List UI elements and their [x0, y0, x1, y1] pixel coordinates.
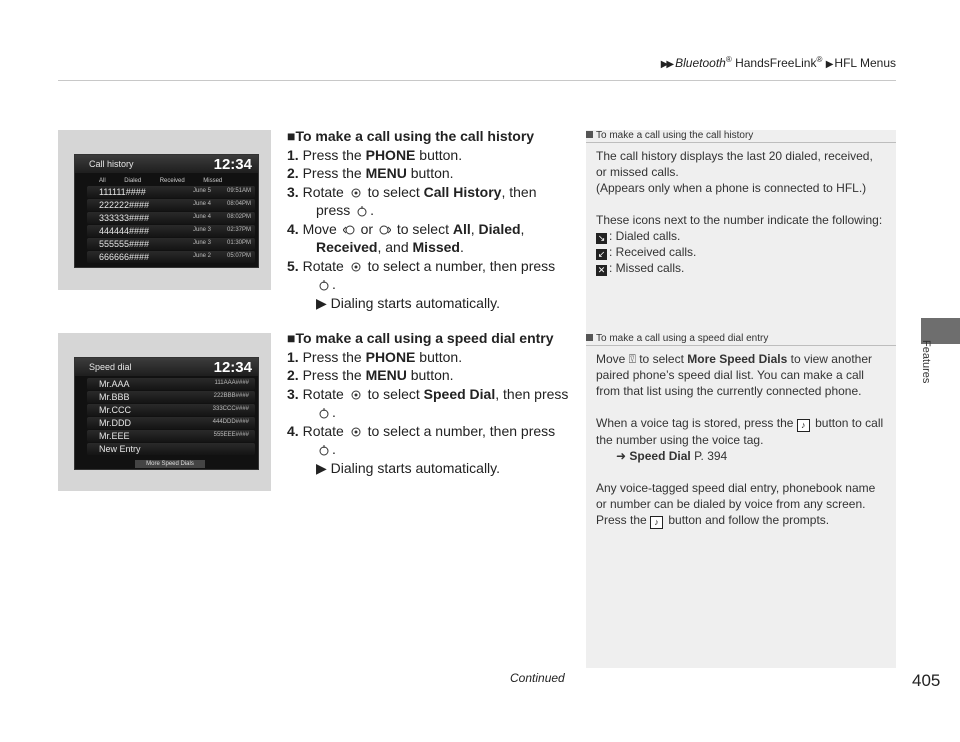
speed-dial-row[interactable]: New Entry: [87, 443, 255, 455]
tab-received[interactable]: Received: [159, 178, 185, 184]
tab-dialed[interactable]: Dialed: [124, 178, 142, 184]
talk-button-icon: ♪: [797, 419, 810, 432]
step-3: 3. Rotate to select Speed Dial, then press: [287, 385, 569, 402]
cross-reference[interactable]: ➜ Speed Dial P. 394: [616, 449, 728, 463]
call-row[interactable]: 555555#### June 3 01:30PM: [87, 238, 255, 250]
step-4: 4. Rotate to select a number, then press: [287, 422, 556, 439]
section-heading: ■To make a call using the call history: [287, 128, 535, 144]
breadcrumb-item-hfl-menus: HFL Menus: [834, 56, 896, 70]
header-rule: [58, 80, 896, 81]
knob-left-icon: [343, 224, 355, 236]
call-row[interactable]: 111111#### June 5 09:51AM: [87, 186, 255, 198]
press-knob-icon: [318, 279, 330, 291]
call-history-tabs: [99, 174, 246, 184]
call-row[interactable]: 444444#### June 3 02:37PM: [87, 225, 255, 237]
step-5: 5. Rotate to select a number, then press: [287, 257, 556, 274]
call-row[interactable]: 333333#### June 4 08:02PM: [87, 212, 255, 224]
speed-dial-row[interactable]: Mr.BBB 222BBB####: [87, 391, 255, 403]
note-speed-dial: To make a call using a speed dial entry Move ⍔ to select More Speed Dials to view another paired phone’s speed dial list. You can make a call from that list using the currently connected phone. When a voice tag is stored, press the ♪ button to call the number using the voice tag. ➜ Speed Dial P. 394 Any voice-tagged speed dial entry, phonebook name or number can be dialed by voice from any screen. Press the ♪ button and follow the prompts.: [586, 333, 896, 529]
breadcrumb-arrow-icon: ▶▶: [660, 59, 673, 70]
knob-right-icon: [379, 224, 391, 236]
press-knob-icon: [356, 205, 368, 217]
note-marker-icon: [586, 334, 593, 341]
result-arrow-icon: ▶: [316, 459, 331, 476]
note-marker-icon: [586, 131, 593, 138]
breadcrumb-item-bluetooth: Bluetooth: [675, 56, 726, 70]
breadcrumb: ▶▶ Bluetooth® HandsFreeLink® ▶ HFL Menus: [660, 55, 896, 70]
section-tab-label: Features: [920, 340, 932, 384]
reference-arrow-icon: ➜: [616, 449, 630, 463]
knob-down-icon: ⍔: [628, 352, 636, 366]
note-title: To make a call using the call history: [586, 130, 896, 143]
selector-knob-icon: [350, 389, 362, 401]
speed-dial-row[interactable]: Mr.AAA 111AAA####: [87, 378, 255, 390]
speed-dial-row[interactable]: Mr.DDD 444DDD####: [87, 417, 255, 429]
step-2: 2. Press the MENU button.: [287, 165, 454, 181]
selector-knob-icon: [350, 187, 362, 199]
step-result: ▶ Dialing starts automatically.: [316, 294, 501, 311]
breadcrumb-item-hfl: HandsFreeLink: [731, 56, 817, 70]
selector-knob-icon: [350, 261, 362, 273]
tab-missed[interactable]: Missed: [203, 178, 223, 184]
dialed-call-icon: ↘: [597, 233, 606, 243]
missed-call-icon: ✕: [597, 265, 606, 275]
speed-dial-screen: [74, 357, 259, 470]
screen-clock: 12:34: [213, 359, 252, 376]
step-1: 1. Press the PHONE button.: [287, 348, 463, 365]
call-row[interactable]: 666666#### June 2 05:07PM: [87, 251, 255, 263]
breadcrumb-arrow-icon: ▶: [825, 59, 832, 70]
press-knob-icon: [318, 444, 330, 456]
result-arrow-icon: ▶: [316, 294, 331, 311]
speed-dial-screenshot: [58, 333, 271, 491]
call-row[interactable]: 222222#### June 4 08:04PM: [87, 199, 255, 211]
note-call-history: To make a call using the call history The call history displays the last 20 dialed, received, or missed calls. (Appears only when a phone is connected to HFL.) These icons next to the number indicate the following: ↘ : Dialed calls. ↙ : Received calls. ✕ : Missed calls.: [586, 130, 896, 276]
talk-button-icon: ♪: [650, 516, 663, 529]
more-speed-dials-button[interactable]: More Speed Dials: [135, 460, 205, 468]
call-history-screenshot: [58, 130, 271, 290]
screen-clock: 12:34: [213, 156, 252, 173]
speed-dial-row[interactable]: Mr.EEE 555EEE####: [87, 430, 255, 442]
step-2: 2. Press the MENU button.: [287, 367, 454, 383]
page-number: 405: [912, 671, 941, 690]
call-history-screen: [74, 154, 259, 268]
section-heading: ■To make a call using a speed dial entry: [287, 330, 554, 346]
screen-title-bar: [75, 358, 258, 376]
note-title: To make a call using a speed dial entry: [586, 333, 896, 346]
step-4: 4. Move or to select All, Dialed,: [287, 220, 525, 237]
screen-title: Call history: [89, 159, 134, 169]
screen-title: Speed dial: [89, 362, 132, 372]
received-call-icon: ↙: [597, 249, 606, 259]
press-knob-icon: [318, 407, 330, 419]
step-1: 1. Press the PHONE button.: [287, 146, 463, 163]
screen-title-bar: [75, 155, 258, 173]
continued-label: Continued: [510, 671, 565, 685]
step-result: ▶ Dialing starts automatically.: [316, 459, 501, 476]
tab-all[interactable]: All: [99, 178, 106, 184]
selector-knob-icon: [350, 426, 362, 438]
call-history-instructions: ■To make a call using the call history 1. Press the PHONE button. 2. Press the MENU button. 3. Rotate to select Call History, then press . 4. Move or to select All, Dialed, Received, and Missed. 5. Rotate to select a number, then press . ▶ Dialing starts automatically.: [287, 127, 577, 312]
speed-dial-instructions: ■To make a call using a speed dial entry 1. Press the PHONE button. 2. Press the MENU button. 3. Rotate to select Speed Dial, then press . 4. Rotate to select a number, then press . ▶ Dialing starts automatically.: [287, 329, 577, 477]
speed-dial-row[interactable]: Mr.CCC 333CCC####: [87, 404, 255, 416]
step-3: 3. Rotate to select Call History, then: [287, 183, 537, 200]
